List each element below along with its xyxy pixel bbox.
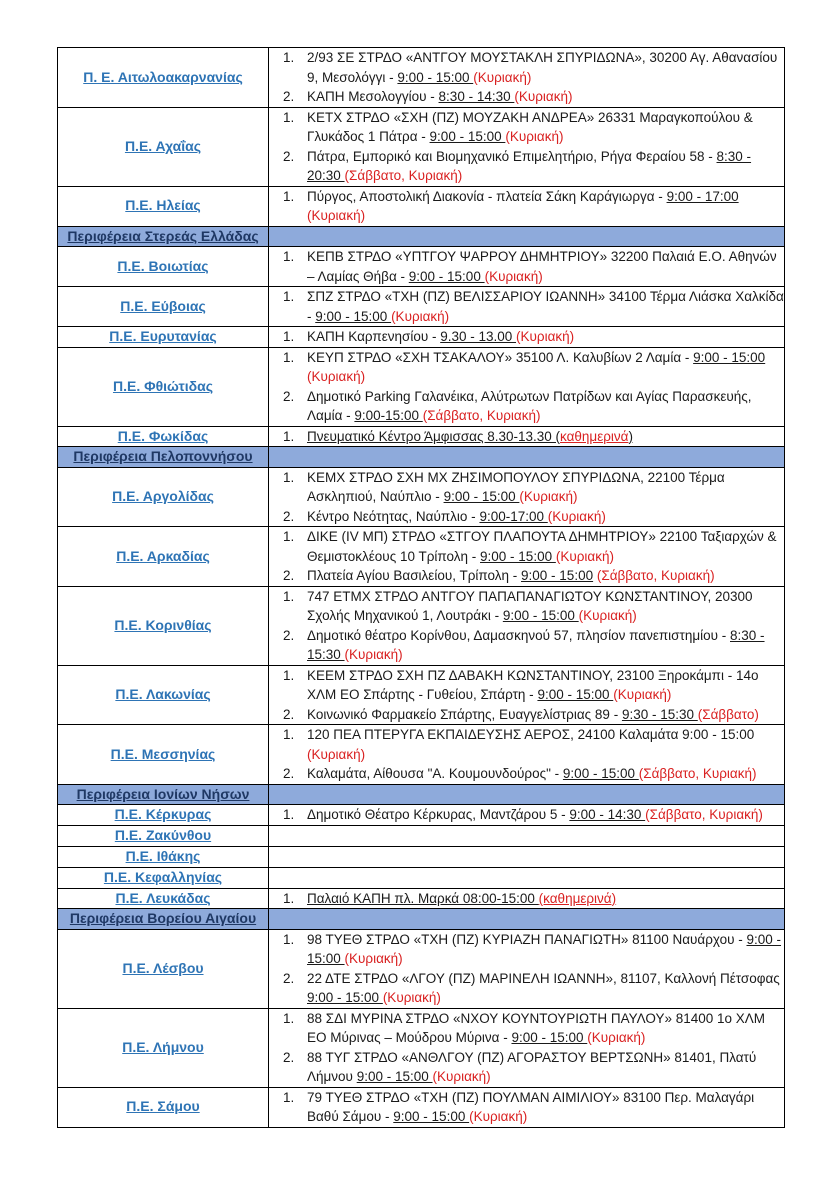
location-item — [269, 587, 784, 626]
text-segment: (Σάββατο, Κυριακή) — [344, 168, 463, 183]
item-text — [307, 1009, 784, 1048]
text-segment: ) — [628, 428, 633, 444]
locations-cell — [269, 347, 785, 426]
text-segment: 88 ΤΥΓ ΣΤΡΔΟ «ΑΝΘΛΓΟΥ (ΠΖ) ΑΓΟΡΑΣΤΟΥ ΒΕΡΤΣΩΝΗ» 81401, Πλατύ Λήμνου — [307, 1049, 757, 1084]
text-segment: (Κυριακή) — [307, 369, 366, 384]
region-name-cell — [58, 805, 269, 826]
region-name-link[interactable]: Π.Ε. Εύβοιας — [120, 297, 206, 314]
text-segment: (Κυριακή) — [432, 1069, 491, 1084]
location-item — [269, 1088, 784, 1127]
text-segment: Πύργος, Αποστολική Διακονία - πλατεία Σάκη Καράγιωργα - — [307, 188, 667, 204]
location-item — [269, 327, 784, 347]
item-text — [307, 287, 784, 326]
section-title: Περιφέρεια Ιονίων Νήσων — [76, 785, 250, 802]
locations-cell — [269, 1008, 785, 1087]
locations-cell — [269, 48, 785, 108]
text-segment: 9:00 - 14:30 — [569, 807, 646, 822]
text-segment: Πλατεία Αγίου Βασιλείου, Τρίπολη - — [307, 568, 522, 583]
text-segment: 9:00 - 15:00 — [315, 308, 392, 324]
location-list — [269, 805, 784, 825]
region-row — [58, 107, 785, 186]
item-number: 1. — [283, 289, 295, 304]
region-name-link[interactable]: Π.Ε. Λακωνίας — [115, 686, 211, 702]
region-row — [58, 186, 785, 226]
item-number: 2. — [283, 706, 295, 722]
item-text — [307, 108, 784, 147]
region-row — [58, 426, 785, 447]
text-segment: 2/93 ΣΕ ΣΤΡΔΟ «ΑΝΤΓΟΥ ΜΟΥΣΤΑΚΛΗ ΣΠΥΡΙΔΩΝΑ», 30200 Αγ. Αθανασίου 9, Μεσολόγγι - — [307, 50, 778, 85]
region-name-cell — [58, 48, 269, 108]
region-name-link[interactable]: Π.Ε. Λέσβου — [122, 959, 204, 976]
text-segment: 9:00 - 15:00 — [429, 129, 506, 144]
section-spacer-cell — [269, 909, 785, 930]
region-row — [58, 1008, 785, 1087]
region-name-cell — [58, 586, 269, 665]
region-row — [58, 287, 785, 327]
region-name-cell — [58, 825, 269, 846]
schedule-table — [57, 47, 785, 1128]
item-number: 1. — [283, 188, 295, 204]
section-spacer-cell — [269, 226, 785, 247]
text-segment: 9:00 - 15:00 — [307, 990, 383, 1005]
text-segment: 9:00 - 15:00 — [307, 931, 782, 966]
text-segment: (Κυριακή) — [382, 990, 441, 1005]
location-item — [269, 930, 784, 969]
region-name-cell — [58, 327, 269, 348]
region-name-cell — [58, 527, 269, 587]
text-segment: Πάτρα, Εμπορικό και Βιομηχανικό Επιμελητήριο, Ρήγα Φεραίου 58 - — [307, 148, 717, 164]
item-number: 1. — [283, 1089, 295, 1105]
item-text — [307, 348, 784, 387]
item-number: 1. — [283, 807, 295, 822]
region-row — [58, 805, 785, 826]
item-number: 1. — [283, 588, 295, 604]
item-text — [307, 247, 784, 286]
region-name-link[interactable]: Π.Ε. Φωκίδας — [117, 427, 209, 444]
location-item — [269, 427, 784, 447]
region-row — [58, 665, 785, 725]
item-text — [307, 805, 784, 825]
locations-cell — [269, 825, 785, 846]
location-item — [269, 187, 784, 226]
region-name-link[interactable]: Π.Ε. Ηλείας — [125, 197, 201, 214]
text-segment: ΚΕΜΧ ΣΤΡΔΟ ΣΧΗ ΜΧ ΖΗΣΙΜΟΠΟΥΛΟΥ ΣΠΥΡΙΔΩΝΑ, 22100 Τέρμα Ασκληπιού, Ναύπλιο - — [307, 469, 725, 504]
item-number: 2. — [283, 148, 295, 164]
region-row — [58, 888, 785, 909]
locations-cell — [269, 186, 785, 226]
location-item — [269, 48, 784, 87]
item-number: 1. — [283, 249, 295, 264]
item-number: 1. — [283, 1010, 295, 1026]
text-segment: (Κυριακή) — [578, 608, 637, 623]
item-text — [307, 468, 784, 507]
item-text — [307, 387, 784, 426]
text-segment: ΔΙΚΕ (IV ΜΠ) ΣΤΡΔΟ «ΣΤΓΟΥ ΠΛΑΠΟΥΤΑ ΔΗΜΗΤΡΙΟΥ» 22100 Ταξιαρχών & Θεμιστοκλέους 10 Τρίπολη - — [307, 529, 777, 564]
section-title: Περιφέρεια Στερεάς Ελλάδας — [67, 227, 259, 244]
text-segment: 9:00 - 17:00 — [666, 188, 739, 204]
region-name-link[interactable]: Π.Ε. Ευρυτανίας — [109, 328, 217, 344]
item-number: 2. — [283, 970, 295, 986]
location-item — [269, 1009, 784, 1048]
text-segment: (καθημερινά) — [538, 890, 617, 906]
region-name-cell — [58, 247, 269, 287]
text-segment: 9:00 - 15:00 — [562, 766, 639, 781]
text-segment: (Σάββατο, Κυριακή) — [645, 807, 763, 822]
section-row — [58, 226, 785, 247]
item-number: 2. — [283, 627, 295, 643]
region-name-link[interactable]: Π.Ε. Ζακύνθου — [114, 826, 212, 843]
location-list — [269, 287, 784, 326]
text-segment: (Κυριακή) — [484, 268, 543, 284]
region-name-cell — [58, 287, 269, 327]
item-text — [307, 1048, 784, 1087]
section-row — [58, 909, 785, 930]
text-segment: ΚΕΥΠ ΣΤΡΔΟ «ΣΧΗ ΤΣΑΚΑΛΟΥ» 35100 Λ. Καλυβίων 2 Λαμία - — [307, 349, 694, 365]
location-list — [269, 527, 784, 586]
location-item — [269, 527, 784, 566]
region-row — [58, 586, 785, 665]
text-segment: 9:00-17:00 — [479, 508, 548, 524]
location-list — [269, 427, 784, 447]
item-number: 1. — [283, 329, 295, 344]
region-name-link[interactable]: Π.Ε. Αχαΐας — [124, 137, 202, 154]
region-row — [58, 867, 785, 888]
text-segment: Δημοτικό θέατρο Κορίνθου, Δαμασκηνού 57, πλησίον πανεπιστημίου - — [307, 627, 730, 643]
item-number: 1. — [283, 529, 295, 544]
location-item — [269, 468, 784, 507]
locations-cell — [269, 426, 785, 447]
region-name-cell — [58, 725, 269, 785]
item-number: 1. — [283, 428, 295, 444]
item-number: 1. — [283, 50, 295, 65]
item-text — [307, 666, 784, 705]
text-segment: 98 ΤΥΕΘ ΣΤΡΔΟ «ΤΧΗ (ΠΖ) ΚΥΡΙΑΖΗ ΠΑΝΑΓΙΩΤΗ» 81100 Ναυάρχου - — [307, 931, 747, 947]
location-item — [269, 566, 784, 586]
locations-cell — [269, 467, 785, 527]
item-number: 1. — [283, 349, 295, 365]
region-name-link[interactable]: Π. Ε. Αιτωλοακαρνανίας — [83, 68, 243, 85]
locations-cell — [269, 287, 785, 327]
item-text — [307, 587, 784, 626]
region-name-cell — [58, 467, 269, 527]
location-item — [269, 1048, 784, 1087]
text-segment: ΚΕΤΧ ΣΤΡΔΟ «ΣΧΗ (ΠΖ) ΜΟΥΖΑΚΗ ΑΝΔΡΕΑ» 26331 Μαραγκοπούλου & Γλυκάδος 1 Πάτρα - — [307, 109, 753, 144]
region-name-cell — [58, 186, 269, 226]
item-text — [307, 1088, 784, 1127]
text-segment: Κοινωνικό Φαρμακείο Σπάρτης, Ευαγγελίστριας 89 - — [307, 706, 622, 722]
region-name-cell — [58, 107, 269, 186]
item-number: 1. — [283, 469, 295, 485]
text-segment: Δημοτικό Θέατρο Κέρκυρας, Μαντζάρου 5 - — [307, 807, 570, 822]
text-segment: ΚΕΠΒ ΣΤΡΔΟ «ΥΠΤΓΟΥ ΨΑΡΡΟΥ ΔΗΜΗΤΡΙΟΥ» 32200 Παλαιά Ε.Ο. Αθηνών – Λαμίας Θήβα - — [307, 249, 777, 284]
text-segment: 9:00 - 15:00 — [480, 548, 556, 564]
section-title-cell — [58, 447, 269, 468]
location-item — [269, 666, 784, 705]
region-name-link[interactable]: Π.Ε. Βοιωτίας — [117, 257, 209, 274]
location-list — [269, 327, 784, 347]
text-segment: 9:00 - 15:00 — [443, 489, 520, 504]
text-segment: 9:00 - 15:00 — [356, 1069, 433, 1084]
region-name-cell — [58, 665, 269, 725]
region-name-cell — [58, 846, 269, 867]
text-segment: (Κυριακή) — [469, 1109, 528, 1124]
text-segment: (Κυριακή) — [473, 69, 532, 85]
locations-cell — [269, 586, 785, 665]
item-text — [307, 147, 784, 186]
region-row — [58, 48, 785, 108]
location-list — [269, 930, 784, 1008]
text-segment: ΣΠΖ ΣΤΡΔΟ «ΤΧΗ (ΠΖ) ΒΕΛΙΣΣΑΡΙΟΥ ΙΩΑΝΝΗ» 34100 Τέρμα Λιάσκα Χαλκίδα - — [307, 289, 784, 324]
region-row — [58, 467, 785, 527]
item-text — [307, 889, 784, 909]
text-segment: (Κυριακή) — [516, 329, 575, 344]
item-text — [307, 764, 784, 784]
region-row — [58, 725, 785, 785]
location-list — [269, 889, 784, 909]
region-name-link[interactable]: Π.Ε. Αρκαδίας — [116, 547, 210, 564]
item-text — [307, 626, 784, 665]
text-segment: (Κυριακή) — [307, 746, 366, 762]
text-segment: 79 ΤΥΕΘ ΣΤΡΔΟ «ΤΧΗ (ΠΖ) ΠΟΥΛΜΑΝ ΑΙΜΙΛΙΟΥ» 83100 Περ. Μαλαγάρι Βαθύ Σάμου - — [307, 1089, 755, 1124]
location-item — [269, 889, 784, 909]
text-segment: ΚΑΠΗ Καρπενησίου - — [307, 329, 441, 344]
text-segment: (Κυριακή) — [505, 129, 564, 144]
text-segment: (Σάββατο, Κυριακή) — [638, 766, 757, 781]
region-row — [58, 846, 785, 867]
region-row — [58, 825, 785, 846]
text-segment: 9:00 - 15:00 — [397, 69, 474, 85]
text-segment: 8:30 - 20:30 — [307, 148, 752, 183]
location-item — [269, 969, 784, 1008]
text-segment: 9:00-15:00 — [354, 408, 423, 423]
text-segment: 9:00 - 15:00 — [393, 1109, 470, 1124]
location-item — [269, 247, 784, 286]
region-name-link[interactable]: Π.Ε. Αργολίδας — [112, 488, 214, 504]
location-item — [269, 348, 784, 387]
text-segment: 8:30 - 15:30 — [307, 627, 765, 662]
text-segment: (Κυριακή) — [391, 308, 450, 324]
item-text — [307, 87, 784, 107]
region-name-link[interactable]: Π.Ε. Κορινθίας — [114, 616, 212, 633]
item-number: 2. — [283, 568, 295, 583]
location-list — [269, 247, 784, 286]
text-segment: Καλαμάτα, Αίθουσα "Α. Κουμουνδούρος" - — [307, 766, 563, 781]
text-segment: (Κυριακή) — [344, 951, 403, 966]
section-spacer-cell — [269, 447, 785, 468]
region-name-cell — [58, 929, 269, 1008]
locations-cell — [269, 527, 785, 587]
item-text — [307, 969, 784, 1008]
region-name-link[interactable]: Π.Ε. Λευκάδας — [115, 889, 211, 906]
text-segment: 9:30 - 15:30 — [621, 706, 698, 722]
location-item — [269, 507, 784, 527]
locations-cell — [269, 805, 785, 826]
item-text — [307, 725, 784, 764]
location-list — [269, 1009, 784, 1087]
text-segment: (Κυριακή) — [307, 208, 366, 223]
text-segment: 9.30 - 13.00 — [440, 329, 517, 344]
region-name-link[interactable]: Π.Ε. Ιθάκης — [125, 847, 201, 864]
region-name-link[interactable]: Π.Ε. Λήμνου — [122, 1038, 204, 1055]
text-segment: ΚΕΕΜ ΣΤΡΔΟ ΣΧΗ ΠΖ ΔΑΒΑΚΗ ΚΩΝΣΤΑΝΤΙΝΟΥ, 23100 Ξηροκάμπι - 14ο ΧΛΜ ΕΟ Σπάρτης - Γυθείου, Σπάρτη - — [307, 667, 759, 702]
region-name-cell — [58, 867, 269, 888]
locations-cell — [269, 888, 785, 909]
item-number: 1. — [283, 931, 295, 947]
text-segment: 9:00 - 15:00 — [502, 608, 579, 623]
locations-cell — [269, 725, 785, 785]
text-segment: Παλαιό ΚΑΠΗ πλ. Μαρκά 08:00-15:00 — [307, 890, 539, 906]
section-row — [58, 784, 785, 805]
region-name-cell — [58, 1087, 269, 1127]
text-segment: 9:00 - 15:00 — [408, 268, 485, 284]
item-number: 2. — [283, 1049, 295, 1065]
location-item — [269, 626, 784, 665]
item-text — [307, 566, 784, 586]
region-name-cell — [58, 1008, 269, 1087]
item-text — [307, 705, 784, 725]
locations-cell — [269, 327, 785, 348]
text-segment: (Σάββατο) — [697, 706, 759, 722]
region-name-link[interactable]: Π.Ε. Φθιώτιδας — [112, 377, 214, 394]
region-row — [58, 527, 785, 587]
location-item — [269, 387, 784, 426]
location-list — [269, 48, 784, 107]
location-item — [269, 287, 784, 326]
location-item — [269, 108, 784, 147]
text-segment: (Κυριακή) — [613, 687, 672, 702]
location-item — [269, 725, 784, 764]
text-segment: (Σάββατο, Κυριακή) — [422, 408, 541, 423]
location-item — [269, 147, 784, 186]
item-number: 2. — [283, 388, 295, 404]
section-title-cell — [58, 226, 269, 247]
location-item — [269, 87, 784, 107]
text-segment: (Κυριακή) — [587, 1030, 646, 1045]
location-list — [269, 666, 784, 725]
region-name-cell — [58, 888, 269, 909]
location-item — [269, 805, 784, 825]
text-segment: Κέντρο Νεότητας, Ναύπλιο - — [307, 508, 480, 524]
region-name-link[interactable]: Π.Ε. Μεσσηνίας — [110, 745, 216, 762]
location-item — [269, 764, 784, 784]
item-number: 2. — [283, 766, 295, 781]
text-segment: 120 ΠΕΑ ΠΤΕΡΥΓΑ ΕΚΠΑΙΔΕΥΣΗΣ ΑΕΡΟΣ, 24100 Καλαμάτα 9:00 - 15:00 — [307, 727, 755, 742]
text-segment: 88 ΣΔΙ ΜΥΡΙΝΑ ΣΤΡΔΟ «ΝΧΟΥ ΚΟΥΝΤΟΥΡΙΩΤΗ ΠΑΥΛΟΥ» 81400 1ο ΧΛΜ ΕΟ Μύρινας – Μούδρου Μύρινα - — [307, 1010, 766, 1045]
section-title-cell — [58, 909, 269, 930]
region-row — [58, 929, 785, 1008]
item-text — [307, 327, 784, 347]
location-list — [269, 187, 784, 226]
item-text — [307, 48, 784, 87]
locations-cell — [269, 247, 785, 287]
item-text — [307, 930, 784, 969]
region-row — [58, 247, 785, 287]
item-text — [307, 527, 784, 566]
text-segment: (Κυριακή) — [519, 489, 578, 504]
region-row — [58, 347, 785, 426]
text-segment: (Κυριακή) — [547, 508, 606, 524]
region-name-link[interactable]: Π.Ε. Κεφαλληνίας — [103, 868, 223, 885]
text-segment: Πνευματικό Κέντρο Άμφισσας 8.30-13.30 ( — [307, 428, 561, 444]
location-item — [269, 705, 784, 725]
item-text — [307, 187, 784, 226]
text-segment: (Κυριακή) — [555, 548, 614, 564]
section-spacer-cell — [269, 784, 785, 805]
item-number: 2. — [283, 89, 295, 104]
item-number: 1. — [283, 890, 295, 906]
locations-cell — [269, 867, 785, 888]
region-row — [58, 327, 785, 348]
text-segment: (Σάββατο, Κυριακή) — [596, 568, 715, 583]
region-row — [58, 1087, 785, 1127]
locations-cell — [269, 665, 785, 725]
section-title: Περιφέρεια Πελοποννήσου — [73, 448, 253, 464]
region-name-cell — [58, 347, 269, 426]
text-segment: 8:30 - 14:30 — [438, 89, 515, 104]
text-segment: 9:00 - 15:00 — [511, 1030, 588, 1045]
text-segment: ΚΑΠΗ Μεσολογγίου - — [307, 89, 439, 104]
section-row — [58, 447, 785, 468]
text-segment: 747 ΕΤΜΧ ΣΤΡΔΟ ΑΝΤΓΟΥ ΠΑΠΑΠΑΝΑΓΙΩΤΟΥ ΚΩΝΣΤΑΝΤΙΝΟΥ, 20300 Σχολής Μηχανικού 1, Λουτράκι - — [307, 588, 753, 623]
text-segment: 9:00 - 15:00 — [537, 687, 614, 702]
item-text — [307, 507, 784, 527]
location-list — [269, 1088, 784, 1127]
region-name-link[interactable]: Π.Ε. Σάμου — [126, 1098, 200, 1115]
text-segment: (Κυριακή) — [514, 89, 573, 104]
text-segment: καθημερινά — [560, 428, 629, 444]
location-list — [269, 725, 784, 784]
text-segment: 9:00 - 15:00 — [521, 568, 594, 583]
item-text — [307, 427, 784, 447]
item-number: 1. — [283, 667, 295, 683]
location-list — [269, 468, 784, 527]
locations-cell — [269, 846, 785, 867]
location-list — [269, 108, 784, 186]
text-segment: (Κυριακή) — [344, 647, 403, 662]
locations-cell — [269, 929, 785, 1008]
text-segment: Δημοτικό Parking Γαλανέικα, Αλύτρωτων Πατρίδων και Αγίας Παρασκευής, Λαμία - — [307, 388, 752, 423]
location-list — [269, 587, 784, 665]
section-title-cell — [58, 784, 269, 805]
location-list — [269, 348, 784, 426]
text-segment: 22 ΔΤΕ ΣΤΡΔΟ «ΛΓΟΥ (ΠΖ) ΜΑΡΙΝΕΛΗ ΙΩΑΝΝΗ», 81107, Καλλονή Πέτσοφας — [307, 970, 780, 986]
item-number: 1. — [283, 109, 295, 125]
region-name-link[interactable]: Π.Ε. Κέρκυρας — [114, 806, 212, 822]
locations-cell — [269, 1087, 785, 1127]
text-segment: 9:00 - 15:00 — [693, 349, 766, 365]
region-name-cell — [58, 426, 269, 447]
section-title: Περιφέρεια Βορείου Αιγαίου — [69, 910, 257, 926]
regions-table-body — [58, 48, 785, 1128]
item-number: 1. — [283, 727, 295, 742]
item-number: 2. — [283, 508, 295, 524]
locations-cell — [269, 107, 785, 186]
